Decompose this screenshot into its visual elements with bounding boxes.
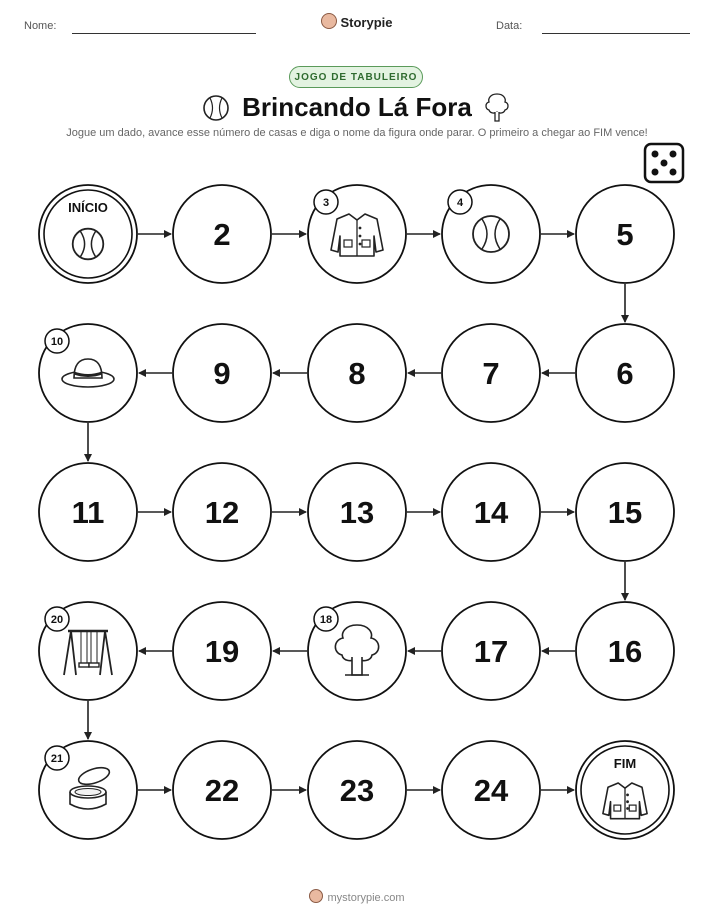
- board-space-13: [308, 463, 406, 561]
- space-number: 20: [50, 614, 64, 626]
- board-space-11: [39, 463, 137, 561]
- board-space-15: [576, 463, 674, 561]
- space-number: 13: [339, 495, 375, 530]
- board-space-14: [442, 463, 540, 561]
- space-number: 23: [339, 773, 375, 808]
- board-space-18: [308, 602, 406, 700]
- name-label: Nome:: [24, 20, 57, 32]
- category-badge: JOGO DE TABULEIRO: [289, 66, 423, 88]
- board-space-9: [173, 324, 271, 422]
- space-number: 21: [50, 753, 64, 765]
- board-space-17: [442, 602, 540, 700]
- board-space-19: [173, 602, 271, 700]
- date-label: Data:: [496, 20, 523, 32]
- board-space-22: [173, 741, 271, 839]
- board-space-7: [442, 324, 540, 422]
- space-number: 18: [319, 614, 333, 626]
- space-number: 19: [204, 634, 240, 669]
- baseball-icon: [73, 229, 104, 260]
- storypie-logo-icon: [309, 889, 323, 903]
- space-label: INÍCIO: [68, 200, 108, 215]
- space-number: 3: [322, 197, 330, 209]
- board-space-20: [39, 602, 137, 700]
- space-number: 7: [482, 356, 500, 391]
- space-number: 16: [607, 634, 643, 669]
- space-number: 4: [456, 197, 464, 209]
- board-space-2: [173, 185, 271, 283]
- brand-name: Storypie: [340, 15, 393, 30]
- space-number: 22: [204, 773, 240, 808]
- space-number: 9: [213, 356, 231, 391]
- footer-url: mystorypie.com: [327, 892, 405, 904]
- space-number: 12: [204, 495, 240, 530]
- board-space-8: [308, 324, 406, 422]
- space-number: 6: [616, 356, 634, 391]
- space-number: 2: [213, 217, 231, 252]
- board-space-12: [173, 463, 271, 561]
- space-label: FIM: [613, 756, 637, 771]
- instructions: Jogue um dado, avance esse número de casas e diga o nome da figura onde parar. O primeiro a chegar ao FIM vence!: [66, 127, 648, 139]
- jacket-icon: [331, 214, 383, 256]
- board-space-3: [308, 185, 406, 283]
- page-title: Brincando Lá Fora: [242, 92, 472, 122]
- board-space-5: [576, 185, 674, 283]
- space-number: 10: [50, 336, 64, 348]
- board-space-21: [39, 741, 137, 839]
- board-space-1: [39, 185, 137, 283]
- board-space-4: [442, 185, 540, 283]
- board-space-25: [576, 741, 674, 839]
- board-space-6: [576, 324, 674, 422]
- board-space-16: [576, 602, 674, 700]
- space-number: 8: [348, 356, 366, 391]
- space-number: 24: [473, 773, 509, 808]
- space-number: 5: [616, 217, 634, 252]
- board-space-24: [442, 741, 540, 839]
- board-space-23: [308, 741, 406, 839]
- baseball-icon: [473, 216, 509, 252]
- jacket-icon: [603, 783, 647, 819]
- space-number: 15: [607, 495, 643, 530]
- board-space-10: [39, 324, 137, 422]
- space-number: 11: [71, 495, 105, 530]
- space-number: 14: [473, 495, 509, 530]
- board-spaces: [39, 185, 674, 839]
- footer: [0, 889, 714, 904]
- space-number: 17: [473, 634, 509, 669]
